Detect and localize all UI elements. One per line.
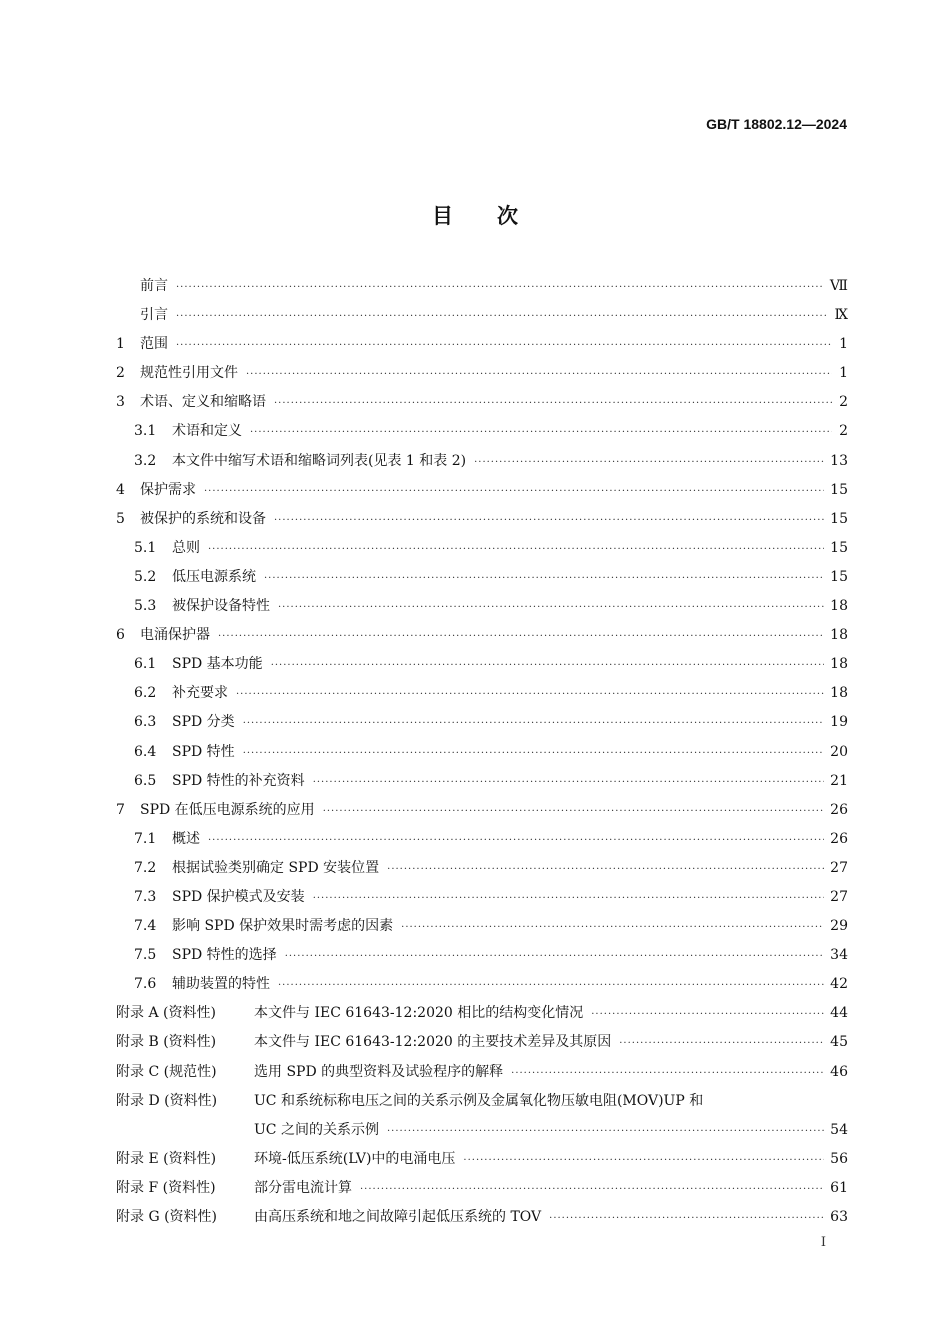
toc-dot-leader xyxy=(323,797,824,826)
toc-entry-number: 1 xyxy=(116,336,125,353)
toc-dot-leader xyxy=(264,564,824,593)
toc-entry-label: 本文件中缩写术语和缩略词列表(见表 1 和表 2) xyxy=(172,452,467,469)
toc-entry-label: SPD 基本功能 xyxy=(172,656,263,673)
toc-entry-page: 63 xyxy=(830,1209,848,1225)
toc-entry[interactable] xyxy=(116,272,848,301)
toc-entry-number: 6.4 xyxy=(134,743,157,760)
toc-dot-leader xyxy=(271,651,824,680)
toc-entry-label: 本文件与 IEC 61643-12:2020 的主要技术差异及其原因 xyxy=(254,1034,612,1051)
toc-entry[interactable] xyxy=(116,650,848,679)
toc-entry-label: UC 和系统标称电压之间的关系示例及金属氧化物压敏电阻(MOV)UP 和 xyxy=(254,1092,704,1109)
toc-entry[interactable] xyxy=(116,941,848,970)
toc-entry-label: 根据试验类别确定 SPD 安装位置 xyxy=(172,859,380,876)
toc-dot-leader xyxy=(474,448,824,477)
toc-entry[interactable] xyxy=(116,359,848,388)
toc-dot-leader xyxy=(278,971,824,1000)
toc-entry-page: 27 xyxy=(830,888,848,905)
toc-entry-label: 低压电源系统 xyxy=(172,568,256,585)
toc-entry-label: 概述 xyxy=(172,830,200,847)
toc-entry-number: 2 xyxy=(116,365,125,382)
toc-entry-number: 5.3 xyxy=(134,598,157,615)
toc-entry-number: 附录 F (资料性) xyxy=(116,1179,216,1196)
toc-entry-number: 附录 A (资料性) xyxy=(116,1005,216,1022)
toc-dot-leader xyxy=(511,1059,824,1088)
toc-entry-page: 15 xyxy=(830,481,848,498)
toc-entry-page: 18 xyxy=(830,685,848,702)
toc-entry-page: 34 xyxy=(830,947,848,964)
toc-entry-label: SPD 保护模式及安装 xyxy=(172,888,305,905)
toc-entry-number: 7 xyxy=(116,801,125,818)
toc-entry-page: 44 xyxy=(830,1005,848,1022)
toc-entry-label: SPD 特性的选择 xyxy=(172,947,277,964)
toc-entry-page: 29 xyxy=(830,918,848,935)
toc-entry-page: 54 xyxy=(830,1121,848,1138)
toc-dot-leader xyxy=(360,1175,824,1204)
toc-entry[interactable] xyxy=(116,854,848,883)
toc-entry-number: 7.1 xyxy=(134,830,157,847)
toc-entry-number: 附录 E (资料性) xyxy=(116,1150,217,1167)
toc-dot-leader xyxy=(285,942,824,971)
toc-dot-leader xyxy=(274,506,824,535)
toc-entry-label: SPD 特性 xyxy=(172,743,235,760)
toc-dot-leader xyxy=(236,680,824,709)
toc-dot-leader xyxy=(387,855,824,884)
toc-entry-page: 45 xyxy=(830,1034,848,1051)
toc-dot-leader xyxy=(176,302,828,331)
toc-entry-number: 7.3 xyxy=(134,888,157,905)
toc-entry[interactable] xyxy=(116,592,848,621)
toc-dot-leader xyxy=(243,739,824,768)
toc-entry[interactable] xyxy=(116,796,848,825)
toc-entry[interactable] xyxy=(116,1203,848,1232)
toc-dot-leader xyxy=(176,273,824,302)
toc-dot-leader xyxy=(274,389,832,418)
toc-entry-page: 18 xyxy=(830,627,848,644)
toc-entry-page: 27 xyxy=(830,859,848,876)
toc-entry-label: 被保护的系统和设备 xyxy=(140,510,266,527)
toc-entry-number: 3.2 xyxy=(134,452,157,469)
toc-entry-page: 46 xyxy=(830,1063,848,1080)
toc-entry-number: 3.1 xyxy=(134,423,157,440)
toc-entry[interactable] xyxy=(116,1058,848,1087)
toc-dot-leader xyxy=(463,1146,824,1175)
toc-entry-label: 术语和定义 xyxy=(172,423,242,440)
toc-entry-number: 6 xyxy=(116,627,125,644)
toc-entry-label: 术语、定义和缩略语 xyxy=(140,394,266,411)
toc-entry-page: 26 xyxy=(830,801,848,818)
toc-entry-page: 15 xyxy=(830,568,848,585)
toc-entry[interactable] xyxy=(116,1087,848,1116)
toc-entry-label: 本文件与 IEC 61643-12:2020 相比的结构变化情况 xyxy=(254,1005,584,1022)
toc-entry-number: 6.2 xyxy=(134,685,157,702)
toc-entry-number: 3 xyxy=(116,394,125,411)
toc-entry-number: 4 xyxy=(116,481,125,498)
toc-dot-leader xyxy=(208,826,824,855)
toc-entry[interactable] xyxy=(116,388,848,417)
page-title: 目次 xyxy=(432,203,562,228)
toc-entry[interactable] xyxy=(116,999,848,1028)
toc-entry-page: 2 xyxy=(839,394,848,411)
toc-dot-leader xyxy=(246,360,832,389)
toc-dot-leader xyxy=(278,593,824,622)
toc-entry-page: 18 xyxy=(830,656,848,673)
toc-entry-label: SPD 特性的补充资料 xyxy=(172,772,305,789)
toc-entry[interactable] xyxy=(116,1174,848,1203)
toc-entry-page: 1 xyxy=(839,336,848,353)
toc-entry-number: 附录 D (资料性) xyxy=(116,1092,218,1109)
toc-entry-label: 选用 SPD 的典型资料及试验程序的解释 xyxy=(254,1063,504,1080)
toc-entry-label: SPD 分类 xyxy=(172,714,235,731)
toc-dot-leader xyxy=(208,535,824,564)
toc-entry-number: 5.1 xyxy=(134,539,157,556)
toc-entry[interactable] xyxy=(116,767,848,796)
toc-dot-leader xyxy=(313,768,824,797)
toc-entry-page: 21 xyxy=(830,772,848,789)
toc-entry[interactable] xyxy=(116,330,848,359)
toc-dot-leader xyxy=(619,1029,824,1058)
toc-entry-page: 1 xyxy=(839,365,848,382)
toc-entry-page: 61 xyxy=(830,1179,848,1196)
toc-entry-number: 7.6 xyxy=(134,976,157,993)
toc-entry-number: 7.2 xyxy=(134,859,157,876)
toc-dot-leader xyxy=(549,1204,824,1233)
toc-entry-number: 附录 C (规范性) xyxy=(116,1063,217,1080)
toc-entry-label: SPD 在低压电源系统的应用 xyxy=(140,801,315,818)
toc-dot-leader xyxy=(591,1000,824,1029)
toc-entry-page: 2 xyxy=(839,423,848,440)
toc-entry-page: 13 xyxy=(830,452,848,469)
toc-entry[interactable] xyxy=(116,1116,848,1145)
toc-entry-label: 范围 xyxy=(140,336,168,353)
toc-entry-page: 19 xyxy=(830,714,848,731)
toc-entry-label: 被保护设备特性 xyxy=(172,598,270,615)
toc-entry-page: 15 xyxy=(830,539,848,556)
toc-entry-page: Ⅶ xyxy=(829,278,848,294)
toc-entry-number: 6.5 xyxy=(134,772,157,789)
toc-entry-label: UC 之间的关系示例 xyxy=(254,1121,379,1138)
toc-entry[interactable] xyxy=(116,563,848,592)
toc-entry[interactable] xyxy=(116,1028,848,1057)
toc-entry-label: 前言 xyxy=(140,278,168,294)
toc-entry-number: 5.2 xyxy=(134,568,157,585)
toc-entry-label: 由高压系统和地之间故障引起低压系统的 TOV xyxy=(254,1209,542,1225)
toc-dot-leader xyxy=(313,884,824,913)
toc-entry-number: 5 xyxy=(116,510,125,527)
toc-dot-leader xyxy=(204,477,824,506)
toc-dot-leader xyxy=(218,622,824,651)
toc-entry-label: 规范性引用文件 xyxy=(140,365,238,382)
toc-entry[interactable] xyxy=(116,534,848,563)
toc-entry[interactable] xyxy=(116,825,848,854)
toc-entry-number: 7.5 xyxy=(134,947,157,964)
toc-dot-leader xyxy=(250,418,832,447)
toc-entry[interactable] xyxy=(116,505,848,534)
toc-entry[interactable] xyxy=(116,970,848,999)
toc-entry-page: 15 xyxy=(830,510,848,527)
toc-entry-number: 6.1 xyxy=(134,656,157,673)
toc-entry-number: 附录 G (资料性) xyxy=(116,1209,218,1225)
toc-entry-label: 保护需求 xyxy=(140,481,196,498)
toc-entry-number: 7.4 xyxy=(134,918,157,935)
toc-entry-page: 26 xyxy=(830,830,848,847)
toc-dot-leader xyxy=(243,709,824,738)
toc-dot-leader xyxy=(387,1117,824,1146)
page-number: Ⅰ xyxy=(820,1235,826,1250)
toc-entry-label: 环境-低压系统(LV)中的电涌电压 xyxy=(254,1150,456,1167)
toc-entry-number: 6.3 xyxy=(134,714,157,731)
toc-entry[interactable] xyxy=(116,1145,848,1174)
toc-entry-page: 56 xyxy=(830,1150,848,1167)
standard-code: GB/T 18802.12—2024 xyxy=(706,116,847,132)
toc-entry-page: Ⅸ xyxy=(834,307,848,324)
toc-entry-page: 18 xyxy=(830,598,848,615)
toc-entry-label: 总则 xyxy=(172,539,200,556)
toc-entry-label: 辅助装置的特性 xyxy=(172,976,270,993)
toc-entry[interactable] xyxy=(116,476,848,505)
toc-entry-page: 42 xyxy=(830,976,848,993)
toc-entry-label: 影响 SPD 保护效果时需考虑的因素 xyxy=(172,918,394,935)
toc-entry[interactable] xyxy=(116,708,848,737)
toc-entry[interactable] xyxy=(116,738,848,767)
toc-entry[interactable] xyxy=(116,883,848,912)
toc-entry[interactable] xyxy=(116,621,848,650)
toc-entry[interactable] xyxy=(116,447,848,476)
toc-entry[interactable] xyxy=(116,301,848,330)
toc-entry-label: 引言 xyxy=(140,307,168,324)
toc-entry-label: 部分雷电流计算 xyxy=(254,1179,352,1196)
toc-entry[interactable] xyxy=(116,679,848,708)
toc-entry-number: 附录 B (资料性) xyxy=(116,1034,217,1051)
toc-entry-label: 补充要求 xyxy=(172,685,228,702)
table-of-contents xyxy=(116,272,848,1232)
toc-entry-label: 电涌保护器 xyxy=(140,627,210,644)
toc-entry[interactable] xyxy=(116,417,848,446)
toc-dot-leader xyxy=(401,913,824,942)
toc-entry[interactable] xyxy=(116,912,848,941)
toc-entry-page: 20 xyxy=(830,743,848,760)
toc-dot-leader xyxy=(176,331,832,360)
